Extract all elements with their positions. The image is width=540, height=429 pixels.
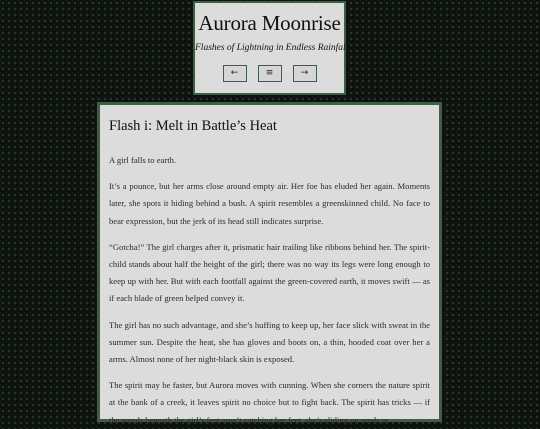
arrow-right-icon: → <box>300 68 309 78</box>
chapter-paragraph: A girl falls to earth. <box>109 155 177 165</box>
table-of-contents-button[interactable] <box>258 65 282 82</box>
chapter-paragraph: The girl has no such advantage, and she’s huffing to keep up, her face slick with sweat in the summer sun. Despite the heat, she has gloves and boots on, a thin, hooded coat over her a arms. Almost none of her night-black skin is exposed. <box>109 319 430 365</box>
site-subtitle: Flashes of Lightning in Endless Rainfall <box>195 43 349 53</box>
chapter-nav <box>195 65 344 82</box>
chapter-paragraph: The spirit may be faster, but Aurora moves with cunning. When she corners the nature spirit at the bank of a creek, it leaves spirit no choice but to fight back. The spirit has tricks — if the weeds beneath the girl’s feet aren’t catching her feet, she’s sliding on seeds or <box>109 380 430 425</box>
chapter-paragraph: “Gotcha!” The girl charges after it, prismatic hair trailing like ribbons behind her. The spirit-child stands about half the height of the girl; there was no way its legs were long enough to keep up with her. But with each footfall against the green-covered earth, it moves swift — as if each blade of green helped convey it. <box>109 241 430 304</box>
arrow-left-icon: ← <box>230 68 239 78</box>
next-chapter-button[interactable] <box>293 65 317 82</box>
site-header <box>193 1 349 95</box>
chapter-paragraph: It’s a pounce, but her arms close around empty air. Her foe has eluded her again. Moments later, she spots it hiding behind a bush. A spirit resembles a greenskinned child. No face to bear expression, but the jerk of its head still indicates surprise. <box>109 181 430 226</box>
chapter-title: Flash i: Melt in Battle’s Heat <box>109 118 277 134</box>
chapter-content <box>97 102 442 425</box>
menu-icon: ≡ <box>265 68 274 78</box>
site-title: Aurora Moonrise <box>198 11 341 35</box>
previous-chapter-button[interactable] <box>223 65 247 82</box>
